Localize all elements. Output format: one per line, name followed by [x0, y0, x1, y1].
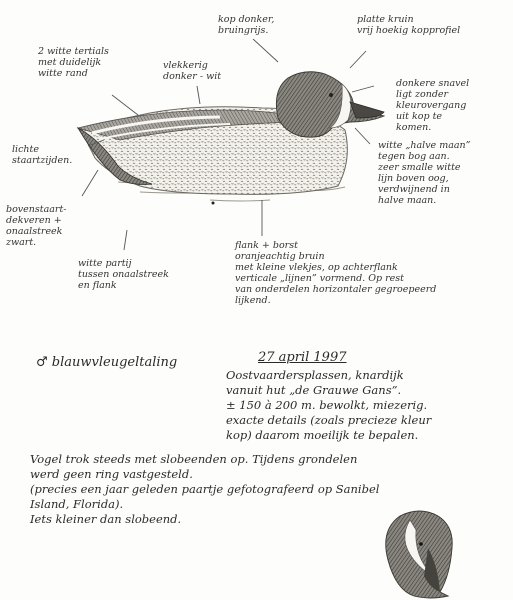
annotation-crown: platte kruin vrij hoekig kopprofiel: [357, 14, 461, 36]
annotation-head-color: kop donker, bruingrijs.: [218, 14, 275, 36]
annotation-tail-sides: lichte staartzijden.: [12, 144, 73, 166]
species-title: ♂ blauwvleugeltaling: [36, 355, 178, 370]
annotation-bill: donkere snavel ligt zonder kleurovergang uit kop te komen.: [396, 78, 470, 133]
annotation-back: vlekkerig donker - wit: [163, 60, 222, 82]
annotation-crescent: witte „halve maan” tegen bog aan. zeer smalle witte lijn boven oog, verdwijnend in halve maan.: [378, 140, 471, 206]
duck-drawing: [78, 72, 384, 205]
head-sketch: [386, 511, 453, 598]
annotation-undertail: bovenstaart- dekveren + onaalstreek zwart.: [6, 204, 67, 248]
annotation-flank-stripe: witte partij tussen onaalstreek en flank: [78, 258, 169, 291]
observation-date: 27 april 1997: [258, 350, 347, 365]
annotation-breast-flank: flank + borst oranjeachtig bruin met kleine vlekjes, op achterflank verticale „lijnen” vormend. Op rest van onderdelen horizontaler gegroepeerd lijkend.: [235, 240, 437, 306]
observation-notes: Vogel trok steeds met slobeenden op. Tijdens grondelen werd geen ring vastgesteld. (precies een jaar geleden paartje gefotografeerd op Sanibel Island, Florida). Iets kleiner dan slobeend.: [30, 452, 380, 526]
location-notes: Oostvaardersplassen, knardijk vanuit hut „de Grauwe Gans”. ± 150 à 200 m. bewolkt, miezerig. exacte details (zoals precieze kleur kop) daarom moeilijk te bepalen.: [226, 368, 432, 442]
annotation-tertials: 2 witte tertials met duidelijk witte rand: [38, 46, 109, 79]
